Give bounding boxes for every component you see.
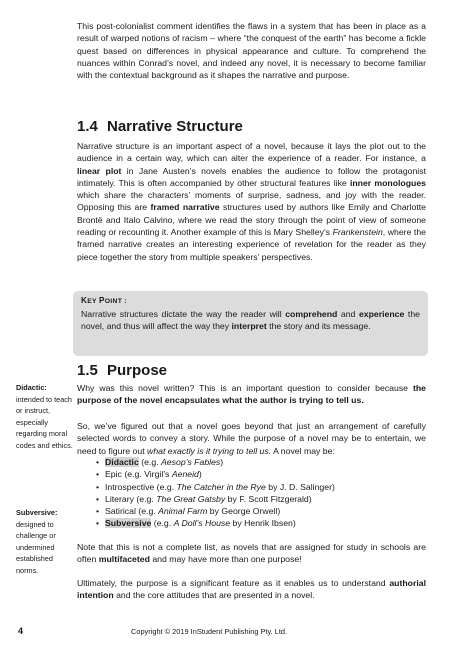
purpose-paragraph-3: Note that this is not a complete list, as novels that are assigned for study in schools are often multifaceted and may have more than one purpose! [77,542,426,565]
sidenote-term: Subversive: [16,508,58,517]
key-point-box [73,291,428,356]
list-item: • Subversive (e.g. A Doll’s House by Henrik Ibsen) [96,517,335,529]
list-item: • Didactic (e.g. Aesop’s Fables) [96,456,335,468]
section-number: 1.5 [77,362,98,379]
list-item: • Introspective (e.g. The Catcher in the Rye by J. D. Salinger) [96,481,335,493]
purpose-kind: Literary [105,493,134,504]
section-heading-purpose [77,362,167,380]
section-number: 1.4 [77,118,98,135]
list-item: • Literary (e.g. The Great Gatsby by F. Scott Fitzgerald) [96,493,335,505]
purpose-kind: Didactic [105,457,139,467]
sidenote-definition: intended to teach or instruct, especially regarding moral codes and ethics. [16,394,73,450]
list-item: • Satirical (e.g. Animal Farm by George Orwell) [96,505,335,517]
key-point-text: Narrative structures dictate the way the reader will comprehend and experience the novel, and thus will affect the way they interpret the story and its message. [81,309,420,332]
purpose-paragraph-1: Why was this novel written? This is an important question to consider because the purpose of the novel encapsulates what the author is trying to tell us. [77,383,426,406]
term-linear-plot: linear plot [77,165,122,176]
page-number: 4 [18,626,24,636]
sidenote-didactic [16,382,74,451]
term-inner-monologues: inner monologues [349,177,426,188]
purpose-paragraph-4: Ultimately, the purpose is a significant feature as it enables us to understand authorial intention and the core attitudes that are presented in a novel. [77,578,426,601]
section-title: Narrative Structure [107,118,243,135]
purpose-paragraph-2: So, we’ve figured out that a novel goes beyond that just an arrangement of carefully selected words to convey a story. While the purpose of a novel may be to entertain, we need to figure out what exactly is it trying to tell us. A novel may be: [77,421,426,456]
term-framed-narrative: framed narrative [150,202,220,213]
purpose-kind: Satirical [105,506,136,517]
purpose-kind: Subversive [105,518,152,529]
copyright-notice: Copyright © 2019 InStudent Publishing Pty. Ltd. [131,627,288,636]
section-title: Purpose [107,362,168,379]
narrative-structure-paragraph: Narrative structure is an important aspect of a novel, because it lays the plot out to the audience in a certain way, which can alter the experience of a reader. For instance, a linear plot in Jane Austen’s novels enables the audience to follow the protagonist intimately. This is often accompanied by other structural features like inner monologues which share the characters’ moments of surprise, sadness, and joy with the reader. Opposing this are framed narrative structures used by authors like Emily and Charlotte Brontë and Italo Calvino, where we read the story through the point of view of someone reading or recounting it. Another example of this is Mary Shelley’s Frankenstein, where the framed narrative creates an interesting experience of revelation for the reader as they piece together the story from multiple speakers’ perspectives. [77,141,426,262]
purpose-kind: Epic [105,469,122,480]
purpose-kind: Introspective [105,481,155,492]
section-heading-narrative-structure [77,118,243,136]
title-frankenstein: Frankenstein [332,227,383,238]
sidenote-term: Didactic: [16,383,47,392]
purpose-list [96,456,335,530]
sidenote-subversive [16,507,74,576]
key-point-label: KEY POINT : [81,296,127,305]
intro-paragraph: This post-colonialist comment identifies the flaws in a system that has been in place as a result of warped notions of racism – where “the conquest of the earth” has become a fickle quest based on differences in physical appearance and culture. To comprehend the nuances within Conrad’s novel, and indeed any novel, it is necessary to become familiar with the contextual background as it shapes the narrative and purpose. [77,21,426,81]
sidenote-definition: designed to challenge or undermined established norms. [16,519,56,575]
list-item: • Epic (e.g. Virgil’s Aeneid) [96,468,335,480]
